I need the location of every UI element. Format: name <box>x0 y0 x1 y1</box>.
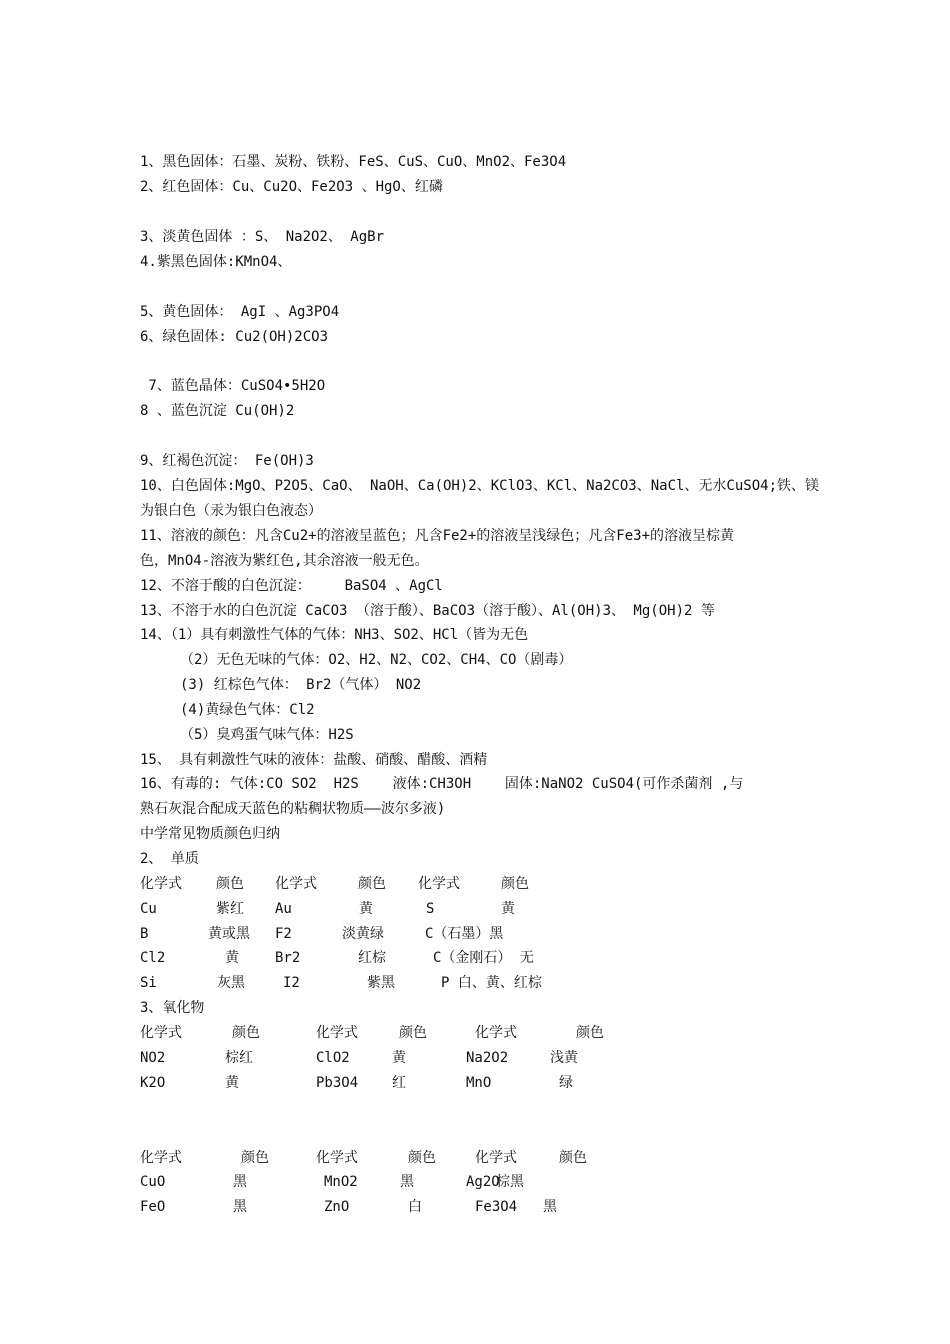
table-cell: 颜色 <box>399 1025 427 1041</box>
table-cell: 化学式 <box>140 1150 182 1166</box>
table-cell: 黑 <box>233 1174 247 1190</box>
table-cell: MnO2 <box>324 1174 358 1190</box>
line-9: 9、红褐色沉淀： Fe(OH)3 <box>140 453 314 469</box>
table-cell: 淡黄绿 <box>342 926 384 942</box>
table-cell: 黄 <box>501 901 515 917</box>
table-cell: Cl2 <box>140 950 166 966</box>
line-11a: 11、溶液的颜色：凡含Cu2+的溶液呈蓝色；凡含Fe2+的溶液呈浅绿色；凡含Fe3+的溶液呈棕黄 <box>140 528 734 544</box>
line-16a: 16、有毒的: 气体:CO SO2 H2S 液体:CH3OH 固体:NaNO2 CuSO4(可作杀菌剂 ,与 <box>140 776 744 792</box>
line-14e: （5）臭鸡蛋气味气体：H2S <box>180 727 354 743</box>
table-cell: 灰黑 <box>217 975 245 991</box>
table-cell: 浅黄 <box>550 1050 578 1066</box>
table-cell: 黄 <box>359 901 373 917</box>
line-1: 1、黑色固体：石墨、炭粉、铁粉、FeS、CuS、CuO、MnO2、Fe3O4 <box>140 154 567 170</box>
table-cell: 红 <box>392 1075 406 1091</box>
line-8: 8 、蓝色沉淀 Cu(OH)2 <box>140 403 295 419</box>
table-cell: 化学式 <box>475 1150 517 1166</box>
table-cell: MnO <box>466 1075 492 1091</box>
table-cell: 黑 <box>233 1199 247 1215</box>
table-cell: 颜色 <box>358 876 386 892</box>
line-6: 6、绿色固体: Cu2(OH)2CO3 <box>140 329 329 345</box>
table-cell: 颜色 <box>216 876 244 892</box>
table-cell: 颜色 <box>232 1025 260 1041</box>
line-3: 3、淡黄色固体 ：S、 Na2O2、 AgBr <box>140 229 385 245</box>
table-cell: C（石墨）黑 <box>425 926 504 942</box>
table-cell: Br2 <box>275 950 301 966</box>
table-cell: 棕黑 <box>496 1174 524 1190</box>
table-cell: 白 <box>408 1199 422 1215</box>
table-cell: 黄或黑 <box>208 926 250 942</box>
table-cell: I2 <box>283 975 300 991</box>
line-13: 13、不溶于水的白色沉淀 CaCO3 （溶于酸）、BaCO3（溶于酸）、Al(OH)3、 Mg(OH)2 等 <box>140 603 715 619</box>
table-cell: 黑 <box>400 1174 414 1190</box>
line-14: 14、（1）具有刺激性气体的气体：NH3、SO2、HCl（皆为无色 <box>140 627 529 643</box>
line-16b: 熟石灰混合配成天蓝色的粘稠状物质——波尔多液) <box>140 801 446 817</box>
table-cell: Fe3O4 <box>475 1199 518 1215</box>
line-14d: (4)黄绿色气体：Cl2 <box>180 702 315 718</box>
section-oxides-heading: 3、氧化物 <box>140 1000 205 1016</box>
table-cell: 颜色 <box>241 1150 269 1166</box>
table-cell: 棕红 <box>225 1050 253 1066</box>
table-cell: FeO <box>140 1199 166 1215</box>
table-cell: 红棕 <box>358 950 386 966</box>
table-cell: Cu <box>140 901 157 917</box>
section-elements-heading: 2、 单质 <box>140 851 199 867</box>
table-cell: CuO <box>140 1174 166 1190</box>
table-cell: Pb3O4 <box>316 1075 359 1091</box>
table-cell: 化学式 <box>475 1025 517 1041</box>
table-cell: 黄 <box>225 950 239 966</box>
table-cell: K2O <box>140 1075 166 1091</box>
line-5: 5、黄色固体： AgI 、Ag3PO4 <box>140 304 340 320</box>
table-cell: 绿 <box>559 1075 573 1091</box>
table-cell: 化学式 <box>140 1025 182 1041</box>
table-cell: 黑 <box>543 1199 557 1215</box>
table-cell: 紫红 <box>216 901 244 917</box>
table-cell: 颜色 <box>408 1150 436 1166</box>
table-cell: Si <box>140 975 157 991</box>
table-cell: C（金刚石） 无 <box>433 950 534 966</box>
table-cell: 化学式 <box>275 876 317 892</box>
line-10a: 10、白色固体:MgO、P2O5、CaO、 NaOH、Ca(OH)2、KClO3、KCl、Na2CO3、NaCl、无水CuSO4;铁、镁 <box>140 478 820 494</box>
table-cell: 颜色 <box>501 876 529 892</box>
table-cell: Au <box>275 901 292 917</box>
table-cell: 颜色 <box>576 1025 604 1041</box>
line-14c: (3) 红棕色气体： Br2（气体） NO2 <box>180 677 422 693</box>
line-12: 12、不溶于酸的白色沉淀： BaSO4 、AgCl <box>140 578 443 594</box>
table-cell: 黄 <box>392 1050 406 1066</box>
table-cell: 化学式 <box>316 1150 358 1166</box>
table-cell: Ag2O <box>466 1174 500 1190</box>
table-cell: F2 <box>275 926 292 942</box>
line-7: 7、蓝色晶体：CuSO4•5H2O <box>140 378 326 394</box>
table-cell: Na2O2 <box>466 1050 509 1066</box>
table-cell: NO2 <box>140 1050 166 1066</box>
line-11b: 色，MnO4-溶液为紫红色,其余溶液一般无色。 <box>140 553 429 569</box>
table-cell: 化学式 <box>418 876 460 892</box>
table-cell: 黄 <box>225 1075 239 1091</box>
table-cell: P 白、黄、红棕 <box>441 975 542 991</box>
line-10b: 为银白色（汞为银白色液态） <box>140 503 322 519</box>
line-2: 2、红色固体：Cu、Cu2O、Fe2O3 、HgO、红磷 <box>140 179 443 195</box>
table-cell: 化学式 <box>316 1025 358 1041</box>
summary-heading: 中学常见物质颜色归纳 <box>140 826 280 842</box>
line-15: 15、 具有刺激性气味的液体：盐酸、硝酸、醋酸、酒精 <box>140 752 488 768</box>
table-cell: 颜色 <box>559 1150 587 1166</box>
table-cell: S <box>426 901 435 917</box>
table-cell: ClO2 <box>316 1050 350 1066</box>
table-cell: 紫黑 <box>367 975 395 991</box>
line-4: 4.紫黑色固体:KMnO4、 <box>140 254 292 270</box>
table-cell: B <box>140 926 149 942</box>
table-cell: ZnO <box>324 1199 350 1215</box>
table-cell: 化学式 <box>140 876 182 892</box>
line-14b: （2）无色无味的气体：O2、H2、N2、CO2、CH4、CO（剧毒） <box>180 652 573 668</box>
